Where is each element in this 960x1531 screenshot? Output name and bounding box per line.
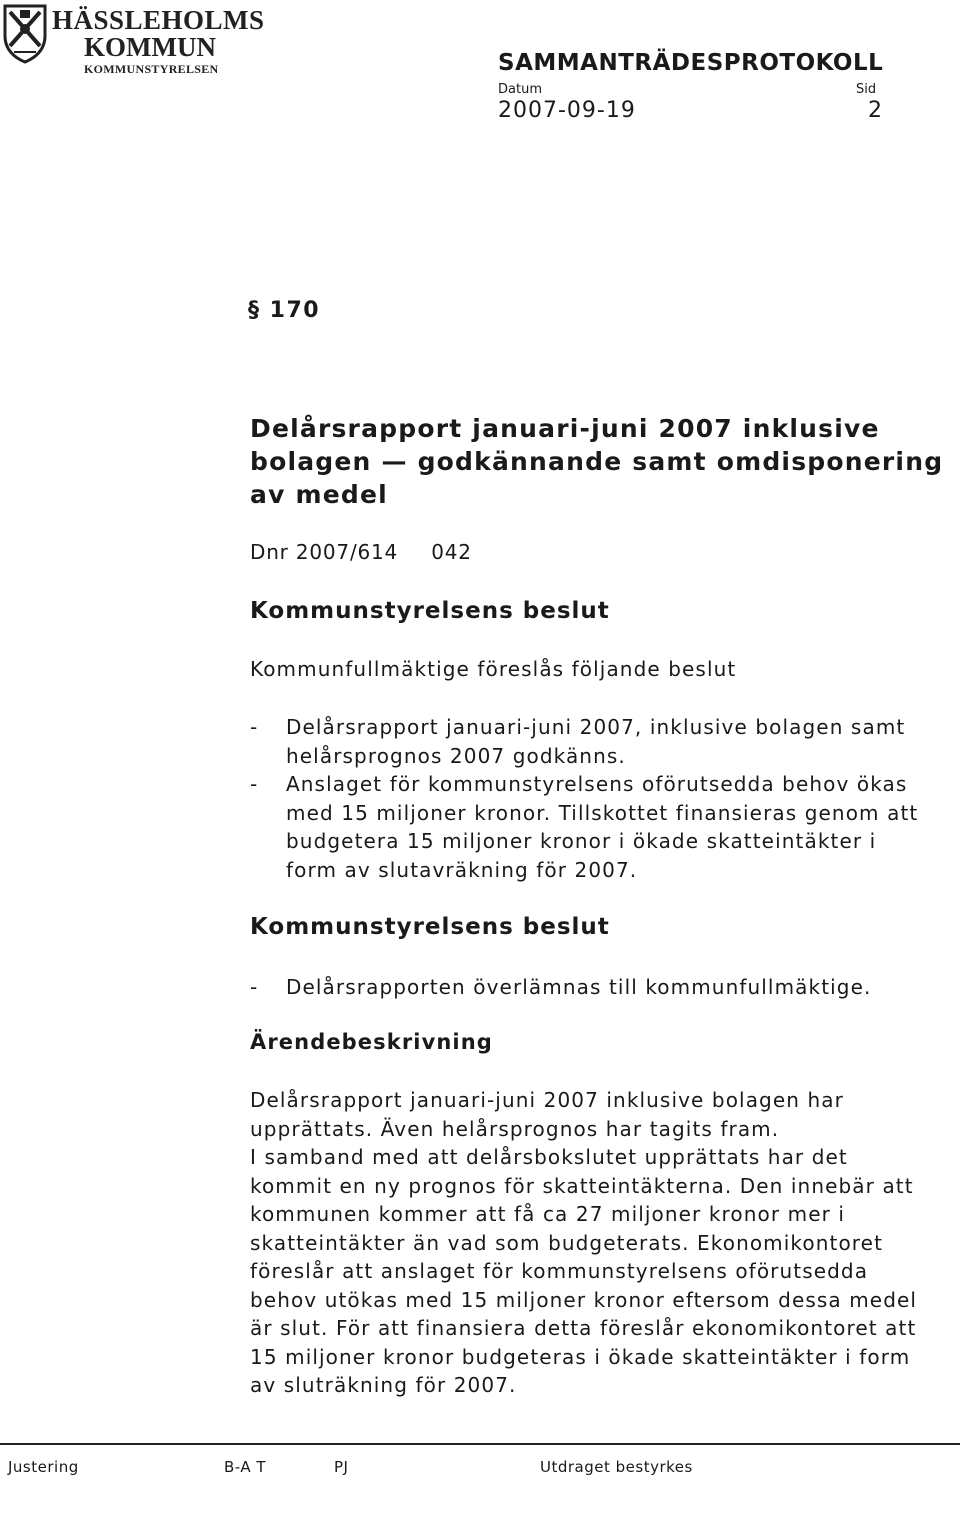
description-line: skatteintäkter än vad som budgeterats. Ekonomikontoret [250, 1230, 884, 1255]
municipal-crest-icon [2, 2, 48, 64]
bullet-text: Anslaget för kommunstyrelsens oförutsedda behov ökas med 15 miljoner kronor. Tillskottet finansieras genom att budgetera 15 miljoner kronor i ökade skatteintäkter i form av slutavräkning för 2007. [286, 772, 919, 882]
logo-line-3: KOMMUNSTYRELSEN [84, 62, 219, 76]
description-line: kommunen kommer att få ca 27 miljoner kronor mer i [250, 1202, 846, 1226]
footer-initials-2: PJ [334, 1458, 349, 1476]
dnr-label: Dnr 2007/614 [250, 540, 399, 564]
description-line: Delårsrapport januari-juni 2007 inklusive bolagen har [250, 1088, 844, 1112]
proposal-heading: Kommunstyrelsens beslut [250, 598, 610, 624]
section-title-line: Delårsrapport januari-juni 2007 inklusive [250, 414, 880, 443]
proposal-intro: Kommunfullmäktige föreslås följande beslut [250, 657, 737, 681]
section-title-line: bolagen — godkännande samt omdisponering [250, 447, 944, 476]
document-type: SAMMANTRÄDESPROTOKOLL [498, 50, 884, 76]
description-line: I samband med att delårsbokslutet upprättats har det [250, 1145, 848, 1169]
footer-justering-label: Justering [8, 1458, 79, 1476]
description-line: av sluträkning för 2007. [250, 1373, 517, 1397]
page-label: Sid [856, 82, 877, 97]
paragraph-number: § 170 [248, 298, 321, 323]
case-number [250, 540, 472, 564]
description-heading: Ärendebeskrivning [250, 1030, 493, 1054]
section-title-line: av medel [250, 480, 388, 509]
logo-line-2: KOMMUN [84, 32, 216, 62]
footer-initials-1: B-A T [224, 1458, 267, 1476]
page-number: 2 [868, 98, 882, 123]
section-title [250, 412, 943, 511]
date-label: Datum [498, 82, 542, 97]
bullet-dash: - [250, 772, 259, 796]
bullet-text: Delårsrapport januari-juni 2007, inklusive bolagen samt helårsprognos 2007 godkänns. [286, 715, 906, 768]
description-line: upprättats. Även helårsprognos har tagits fram. [250, 1116, 780, 1141]
description-line: 15 miljoner kronor budgeteras i ökade skatteintäkter i form [250, 1344, 911, 1369]
bullet-text: Delårsrapporten överlämnas till kommunfullmäktige. [286, 975, 872, 999]
dnr-code: 042 [431, 540, 472, 564]
decision-heading: Kommunstyrelsens beslut [250, 914, 610, 940]
footer-divider [0, 1443, 960, 1445]
description-line: föreslår att anslaget för kommunstyrelsens oförutsedda [250, 1259, 869, 1283]
description-line: behov utökas med 15 miljoner kronor eftersom dessa medel [250, 1287, 918, 1312]
bullet-dash: - [250, 715, 259, 739]
bullet-dash: - [250, 975, 259, 999]
description-line: kommit en ny prognos för skatteintäkterna. Den innebär att [250, 1173, 914, 1198]
description-body [250, 1086, 960, 1400]
footer-certified-label: Utdraget bestyrkes [540, 1458, 693, 1476]
municipality-logo [0, 0, 265, 80]
description-line: är slut. För att finansiera detta föreslår ekonomikontoret att [250, 1316, 917, 1340]
logo-line-1: HÄSSLEHOLMS [52, 5, 265, 35]
meeting-date: 2007-09-19 [498, 98, 636, 123]
